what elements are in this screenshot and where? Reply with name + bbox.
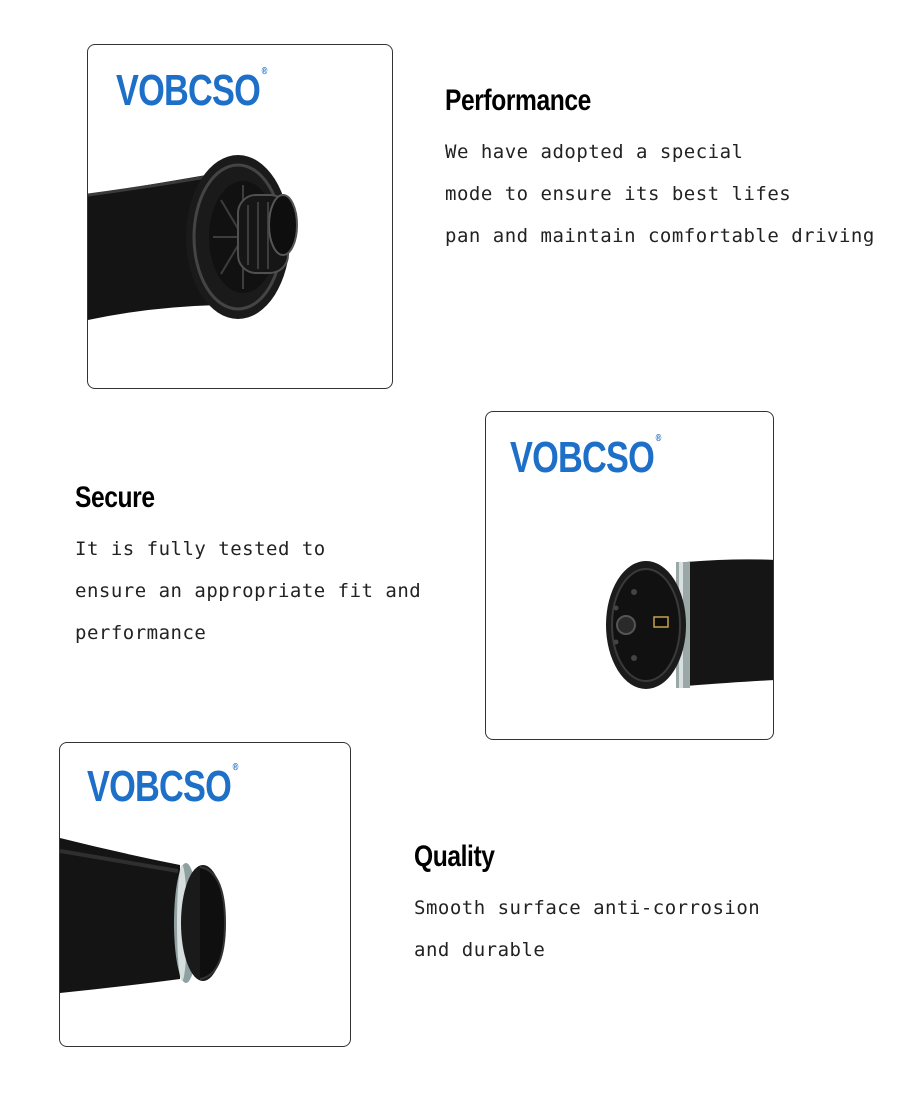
performance-text-line-1: We have adopted a special xyxy=(445,141,744,163)
quality-text-line-2: and durable xyxy=(414,939,546,961)
air-spring-top-end-image xyxy=(88,45,393,389)
registered-mark: ® xyxy=(655,433,661,444)
product-image-card-1 xyxy=(87,44,393,389)
performance-text-line-3: pan and maintain comfortable driving xyxy=(445,225,875,247)
secure-text-line-2: ensure an appropriate fit and xyxy=(75,580,422,602)
brand-name: VOBCSO xyxy=(116,66,261,115)
performance-text-line-2: mode to ensure its best lifes xyxy=(445,183,792,205)
product-image-card-3 xyxy=(59,742,351,1047)
secure-text-line-1: It is fully tested to xyxy=(75,538,326,560)
secure-text-line-3: performance xyxy=(75,622,207,644)
registered-mark: ® xyxy=(261,66,267,77)
brand-name: VOBCSO xyxy=(510,433,655,482)
brand-name: VOBCSO xyxy=(87,762,232,811)
air-spring-side-image xyxy=(60,743,351,1047)
registered-mark: ® xyxy=(232,762,238,773)
section-title-performance: Performance xyxy=(445,84,591,117)
air-spring-bottom-end-image xyxy=(486,412,774,740)
section-title-secure: Secure xyxy=(75,481,155,514)
quality-text-line-1: Smooth surface anti-corrosion xyxy=(414,897,761,919)
product-image-card-2 xyxy=(485,411,774,740)
section-title-quality: Quality xyxy=(414,840,495,873)
